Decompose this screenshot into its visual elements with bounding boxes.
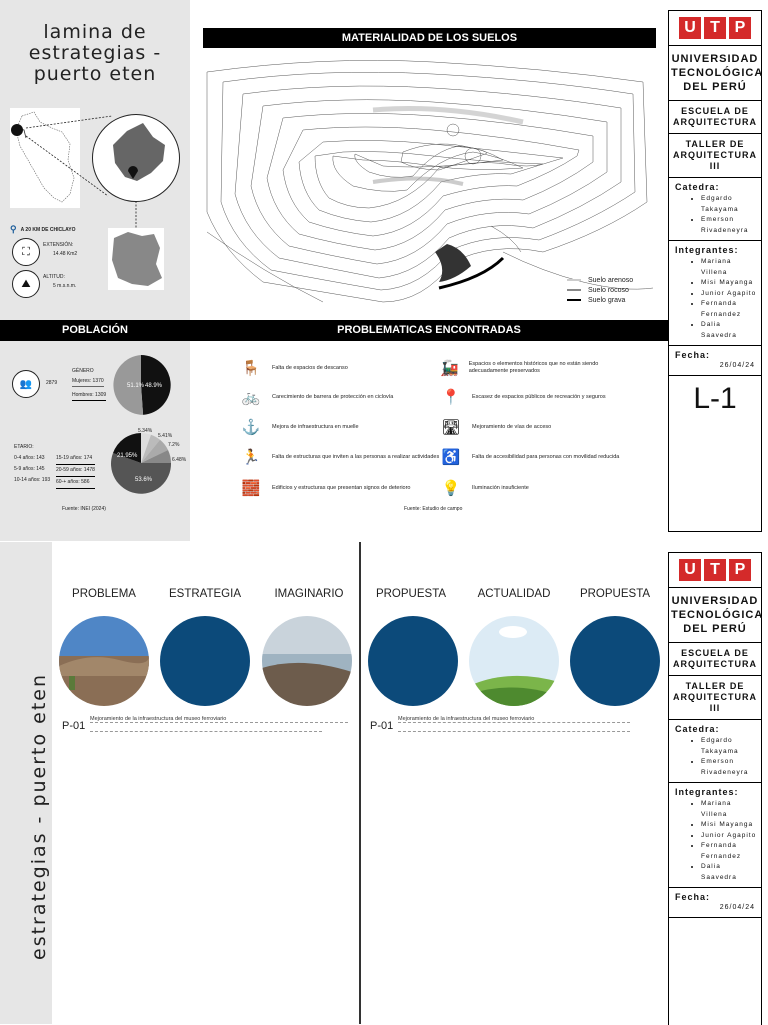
extension-icon: ⛶ <box>12 238 40 266</box>
workshop-name: TALLER DE ARQUITECTURA III <box>669 134 761 178</box>
svg-text:21.95%: 21.95% <box>117 453 138 459</box>
workshop-name: TALLER DE ARQUITECTURA III <box>669 676 761 720</box>
header-actualidad: ACTUALIDAD <box>477 588 551 600</box>
proposal-circle-1 <box>368 616 458 706</box>
problems-left-list <box>240 354 440 504</box>
school-name: ESCUELA DE ARQUITECTURA <box>669 643 761 676</box>
divider <box>359 542 361 1024</box>
distance-row: ⚲ A 20 KM DE CHICLAYO <box>10 224 76 234</box>
age-col-1: 0-4 años: 143 5-9 años: 145 10-14 años: 193 <box>14 455 51 483</box>
men-count: Hombres: 1309 <box>72 392 106 401</box>
population-title: POBLACIÓN <box>0 320 190 341</box>
strategy-circle <box>160 616 250 706</box>
problem-item: 🛣 Mejoramiento de vías de acceso <box>441 419 552 436</box>
region-zoom-circle <box>92 114 180 202</box>
utp-logo: U T P <box>669 553 761 588</box>
gender-label: GÉNERO <box>72 368 94 374</box>
age-label: ETARIO: <box>14 444 34 450</box>
contour-map <box>203 52 659 314</box>
bench-icon: 🪑 <box>241 360 261 377</box>
date-block: Fecha: 26/04/24 <box>669 346 761 376</box>
catedra-block: Catedra: • Edgardo Takayama • Emerson Rivadeneyra <box>669 178 761 241</box>
catedra-block: Catedra: • Edgardo Takayama • Emerson Rivadeneyra <box>669 720 761 783</box>
svg-text:53.6%: 53.6% <box>135 477 153 483</box>
header-propuesta-1: PROPUESTA <box>375 588 447 600</box>
road-icon: 🛣 <box>441 419 461 436</box>
pier-icon: ⚓ <box>241 419 261 436</box>
title-block-top <box>668 10 762 532</box>
title-block-bottom <box>668 552 762 1025</box>
sheet-title: lamina de estrategias - puerto eten <box>28 21 162 85</box>
population-total: 2879 <box>46 380 58 386</box>
header-estrategia: ESTRATEGIA <box>169 588 241 600</box>
header-propuesta-2: PROPUESTA <box>579 588 651 600</box>
pie-label-women: 51.1% <box>127 383 145 389</box>
extension-label: EXTENSIÓN: <box>43 242 74 248</box>
problem-item: 🚂 Espacios o elementos históricos que no están siendo adecuadamente preservados <box>440 360 599 377</box>
population-source: Fuente: INEI (2024) <box>62 506 106 512</box>
activity-icon: 🏃 <box>241 449 261 466</box>
wheelchair-icon: ♿ <box>441 449 461 466</box>
pie-label-men: 48.9% <box>145 383 163 389</box>
altitude-value: 5 m.s.n.m. <box>53 283 77 289</box>
imaginary-photo <box>262 616 352 706</box>
map-pin-icon: 📍 <box>441 389 461 406</box>
integrantes-block: Integrantes: • Mariana Villena • Misi Mayanga • Junior Agapito • Fernanda Fernandez • Dalia Saavedra <box>669 241 761 346</box>
age-pie-chart <box>110 432 172 494</box>
problem-item: 🏃 Falta de estructuras que inviten a las personas a realizar actividades <box>241 449 440 466</box>
problem-photo <box>59 616 149 706</box>
map-title: MATERIALIDAD DE LOS SUELOS <box>203 28 656 48</box>
train-icon: 🚂 <box>440 360 459 377</box>
problem-item: ♿ Falta de accesibilidad para personas con movilidad reducida <box>441 449 620 466</box>
bicycle-icon: 🚲 <box>241 389 261 406</box>
date-block: Fecha: 26/04/24 <box>669 888 761 918</box>
problem-item: ⚓ Mejora de infraestructura en muelle <box>241 419 359 436</box>
proposal-desc-left: Mejoramiento de la infraestructura del museo ferroviario <box>90 716 348 732</box>
problem-item: 📍 Escasez de espacios públicos de recreación y seguros <box>441 389 606 406</box>
proposal-circle-2 <box>570 616 660 706</box>
extension-value: 14.48 Km2 <box>53 251 78 257</box>
problems-source: Fuente: Estudio de campo <box>404 506 463 512</box>
problem-item: 🧱 Edificios y estructuras que presentan signos de deterioro <box>241 480 411 497</box>
age-col-2: 15-19 años: 174 20-59 años: 1478 60-+ años: 586 <box>56 453 95 489</box>
header-imaginario: IMAGINARIO <box>274 588 344 600</box>
vertical-title: estrategias - puerto eten <box>28 672 50 960</box>
pin-icon: ⚲ <box>10 224 17 234</box>
school-name: ESCUELA DE ARQUITECTURA <box>669 101 761 134</box>
lightbulb-icon: 💡 <box>441 480 461 497</box>
problem-item: 💡 Iluminación insuficiente <box>441 480 529 497</box>
district-map <box>108 228 164 290</box>
problems-right-list <box>440 354 630 504</box>
utp-logo: U T P <box>669 11 761 46</box>
university-name: UNIVERSIDAD TECNOLÓGICA DEL PERÚ <box>669 46 761 101</box>
proposal-desc-right: Mejoramiento de la infraestructura del museo ferroviario <box>398 716 630 732</box>
landscape-placeholder <box>469 616 559 706</box>
gender-pie-chart <box>110 354 172 416</box>
proposal-code-left: P-01 <box>62 720 86 732</box>
people-icon: 👥 <box>12 370 40 398</box>
altitude-icon: ⛰ <box>12 270 40 298</box>
problems-title: PROBLEMATICAS ENCONTRADAS <box>190 320 668 341</box>
university-name: UNIVERSIDAD TECNOLÓGICA DEL PERÚ <box>669 588 761 643</box>
brick-wall-icon: 🧱 <box>241 480 261 497</box>
integrantes-block: Integrantes: • Mariana Villena • Misi Mayanga • Junior Agapito • Fernanda Fernandez • Dalia Saavedra <box>669 783 761 888</box>
problem-item: 🚲 Carecimiento de barrera de protección en ciclovía <box>241 389 394 406</box>
women-count: Mujeres: 1370 <box>72 378 104 387</box>
problem-item: 🪑 Falta de espacios de descanso <box>241 360 348 377</box>
header-problema: PROBLEMA <box>72 588 136 600</box>
sheet-number: L-1 <box>693 382 737 415</box>
proposal-code-right: P-01 <box>370 720 394 732</box>
soil-legend: Suelo arenoso Suelo rocoso Suelo grava <box>588 277 634 304</box>
altitude-label: ALTITUD: <box>43 274 65 280</box>
